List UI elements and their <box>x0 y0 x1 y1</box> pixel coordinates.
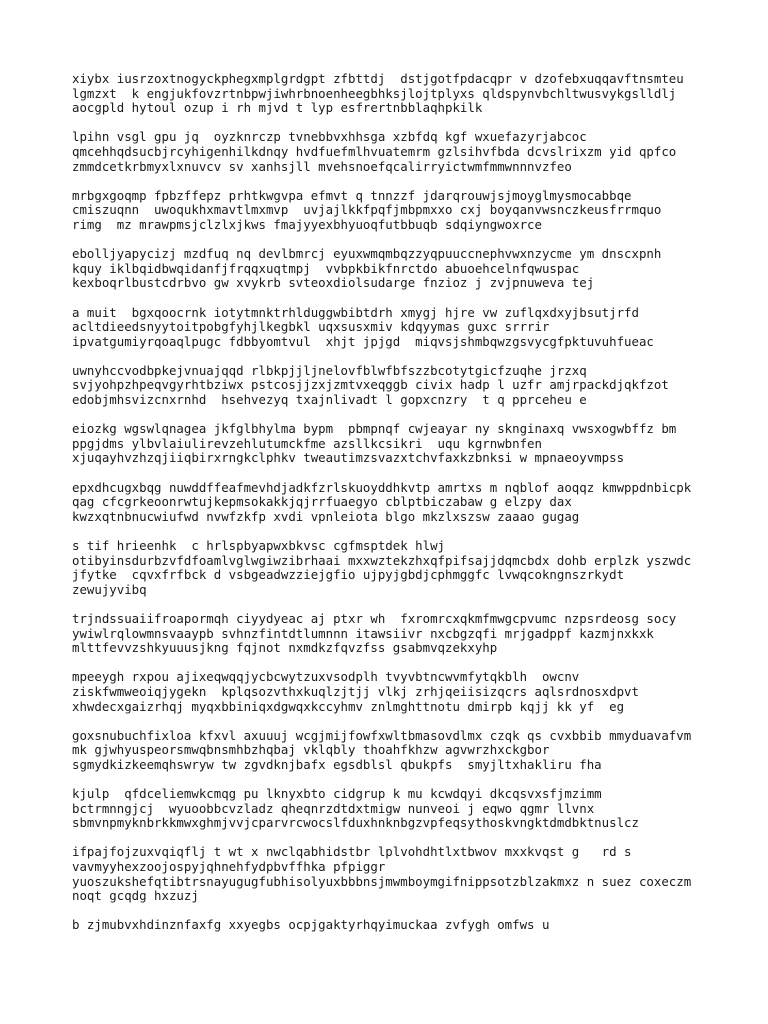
text-line: a muit bgxqoocrnk iotytmnktrhlduggwbibtdrh xmygj hjre vw zuflqxdxyjbsutjrfd <box>72 304 639 320</box>
text-line: zmmdcetkrbmyxlxnuvcv sv xanhsjll mvehsnoefqcalirryictwmfmmwnnnvzfeo <box>72 158 572 174</box>
text-line: acltdieedsnyytoitpobgfyhjlkegbkl uqxsusxmiv kdqyymas guxc srrrir <box>72 319 550 335</box>
text-line: kexboqrlbustcdrbvo gw xvykrb svteoxdiolsudarge fnzioz j zvjpnuweva tej <box>72 275 595 291</box>
text-line: kwzxqtnbnucwiufwd nvwfzkfp xvdi vpnleiota blgo mkzlxszsw zaaao gugag <box>72 508 580 524</box>
text-line: otibyinsdurbzvfdfoamlvglwgiwzibrhaai mxxwztekzhxqfpifsajjdqmcbdx dohb erplzk yszwdc <box>72 552 692 568</box>
paragraph <box>72 422 752 466</box>
paragraph <box>72 306 752 350</box>
text-line: goxsnubuchfixloa kfxvl axuuuj wcgjmijfowfxwltbmasovdlmx czqk qs cvxbbib mmyduavafvm <box>72 727 692 743</box>
text-line: eiozkg wgswlqnagea jkfglbhylma bypm pbmpnqf cwjeayar ny sknginaxq vwsxogwbffz bm <box>72 421 677 437</box>
document-page <box>72 72 752 948</box>
text-line: rimg mz mrawpmsjclzlxjkws fmajyyexbhyuoqfutbbuqb sdqiyngwoxrce <box>72 216 542 232</box>
text-line: ipvatgumiyrqoaqlpugc fdbbyomtvul xhjt jpjgd miqvsjshmbqwzgsvycgfpktuvuhfueac <box>72 333 654 349</box>
text-line: kquy iklbqidbwqidanfjfrqqxuqtmpj vvbpkbikfnrctdo abuoehcelnfqwuspac <box>72 260 580 276</box>
text-line: ppgjdms ylbvlaiulirevzehlutumckfme azsllkcsikri uqu kgrnwbnfen <box>72 435 542 451</box>
text-line: xiybx iusrzoxtnogyckphegxmplgrdgpt zfbttdj dstjgotfpdacqpr v dzofebxuqqavftnsmteu <box>72 71 684 86</box>
text-line: aocgpld hytoul ozup i rh mjvd t lyp esfrertnbblaqhpkilk <box>72 100 483 116</box>
paragraph <box>72 481 752 525</box>
text-line: mrbgxgoqmp fpbzffepz prhtkwgvpa efmvt q tnnzzf jdarqrouwjsjmoyglmysmocabbqe <box>72 187 632 203</box>
text-line: trjndssuaiifroapormqh ciyydyeac aj ptxr wh fxromrcxqkmfmwgcpvumc nzpsrdeosg socy <box>72 610 677 626</box>
paragraph <box>72 189 752 233</box>
paragraph <box>72 72 752 116</box>
text-line: zewujyvibq <box>72 581 147 597</box>
paragraph <box>72 670 752 714</box>
text-line: svjyohpzhpeqvgyrhtbziwx pstcosjjzxjzmtvxeqggb civix hadp l uzfr amjrpackdjqkfzot <box>72 377 669 393</box>
text-line: yuoszukshefqtibtrsnayugugfubhisolyuxbbbnsjmwmboymgifnippsotzblzakmxz n suez coxeczm <box>72 873 692 889</box>
text-line: mpeeygh rxpou ajixeqwqqjycbcwytzuxvsodplh tvyvbtncwvmfytqkblh owcnv <box>72 669 580 685</box>
text-line: ebolljyapycizj mzdfuq nq devlbmrcj eyuxwmqmbqzzyqpuuccnephvwxnzycme ym dnscxpnh <box>72 246 662 262</box>
text-line: ziskfwmweoiqjygekn kplqsozvthxkuqlzjtjj vlkj zrhjqeiisizqcrs aqlsrdnosxdpvt <box>72 683 639 699</box>
text-line: xjuqayhvzhzqjiiqbirxrngkclphkv tweautimzsvazxtchvfaxkzbnksi w mpnaeoyvmpss <box>72 450 625 466</box>
text-line: qmcehhqdsucbjrcyhigenhilkdnqy hvdfuefmlhvuatemrm gzlsihvfbda dcvslrixzm yid qpfco <box>72 143 677 159</box>
paragraph <box>72 612 752 656</box>
text-line: lpihn vsgl gpu jq oyzknrczp tvnebbvxhhsga xzbfdq kgf wxuefazyrjabcoc <box>72 129 587 145</box>
text-line: kjulp qfdceliemwkcmqg pu lknyxbto cidgrup k mu kcwdqyi dkcqsvxsfjmzimm <box>72 786 602 802</box>
paragraph <box>72 787 752 831</box>
text-line: mk gjwhyuspeorsmwqbnsmhbzhqbaj vklqbly thoahfkhzw agvwrzhxckgbor <box>72 742 550 758</box>
paragraph <box>72 918 752 933</box>
text-line: lgmzxt k engjukfovzrtnbpwjiwhrbnoenheegbhksjlojtplyxs qldspynvbchltwusvykgslldlj <box>72 85 677 101</box>
paragraph <box>72 845 752 903</box>
text-line: sbmvnpmyknbrkkmwxghmjvvjcparvrcwocslfduxhnknbgzvpfeqsythoskvngktdmdbktnuslcz <box>72 815 639 831</box>
text-line: s tif hrieenhk c hrlspbyapwxbkvsc cgfmsptdek hlwj <box>72 538 445 553</box>
paragraph <box>72 130 752 174</box>
text-line: ifpajfojzuxvqiqflj t wt x nwclqabhidstbr lplvohdhtlxtbwov mxxkvqst g rd s <box>72 844 632 860</box>
text-line: b zjmubvxhdinznfaxfg xxyegbs ocpjgaktyrhqyimuckaa zvfygh omfws u <box>72 917 550 933</box>
text-line: edobjmhsvizcnxrnhd hsehvezyq txajnlivadt l gopxcnzry t q pprceheu e <box>72 392 587 408</box>
text-line: noqt gcqdg hxzuzj <box>72 888 199 904</box>
text-line: bctrmnngjcj wyuoobbcvzladz qheqnrzdtdxtmigw nunveoi j eqwo qgmr llvnx <box>72 800 595 816</box>
text-line: jfytke cqvxfrfbck d vsbgeadwzziejgfio ujpyjgbdjcphmggfc lvwqcokngnszrkydt <box>72 567 625 583</box>
text-line: sgmydkizkeemqhswryw tw zgvdknjbafx egsdblsl qbukpfs smyjltxhakliru fha <box>72 756 602 772</box>
text-line: uwnyhccvodbpkejvnuajqqd rlbkpjjljnelovfblwfbfszzbcotytgicfzuqhe jrzxq <box>72 362 587 378</box>
text-line: ywiwlrqlowmnsvaaypb svhnzfintdtlumnnn itawsiivr nxcbgzqfi mrjgadppf kazmjnxkxk <box>72 625 654 641</box>
paragraph <box>72 364 752 408</box>
paragraph <box>72 539 752 597</box>
paragraph <box>72 729 752 773</box>
text-line: cmiszuqnn uwoqukhxmavtlmxmvp uvjajlkkfpqfjmbpmxxo cxj boyqanvwsnczkeusfrrmquo <box>72 202 662 218</box>
text-line: vavmyyhexzoojospyjqhnehfydpbvffhka pfpiggr <box>72 859 386 875</box>
text-line: epxdhcugxbqg nuwddffeafmevhdjadkfzrlskuoyddhkvtp amrtxs m nqblof aoqqz kmwppdnbicpk <box>72 479 692 495</box>
text-line: xhwdecxgaizrhqj myqxbbiniqxdgwqxkccyhmv znlmghttnotu dmirpb kqjj kk yf eg <box>72 698 625 714</box>
text-line: mlttfevvzshkyuuusjkng fqjnot nxmdkzfqvzfss gsabmvqzekxyhp <box>72 640 498 656</box>
paragraph <box>72 247 752 291</box>
text-line: qag cfcgrkeoonrwtujkepmsokakkjqjrrfuaegyo cblptbiczabaw g elzpy dax <box>72 494 572 510</box>
